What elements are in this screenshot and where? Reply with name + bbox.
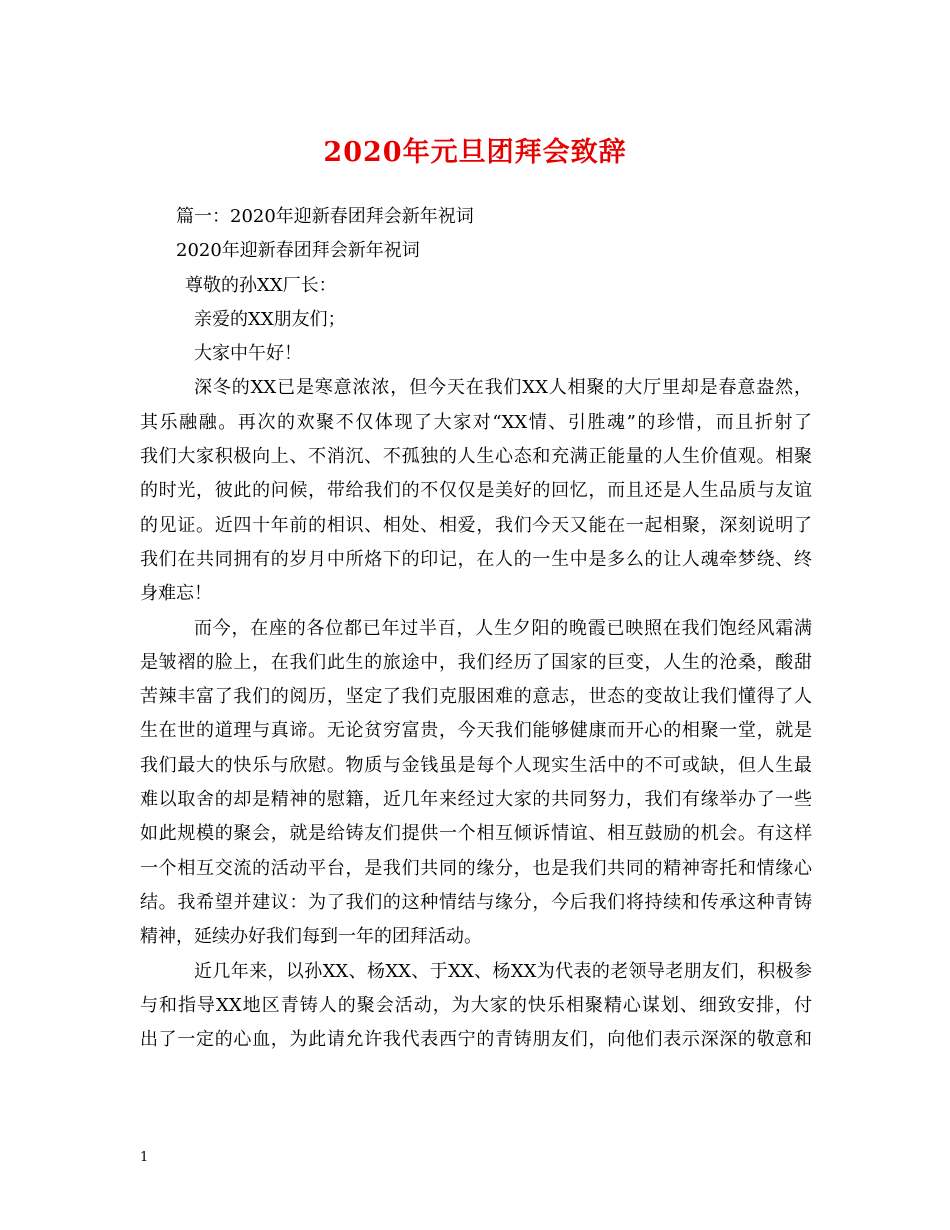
- paragraph-line: 深冬的XX已是寒意浓浓，但今天在我们XX人相聚的大厅里却是春意盎然，: [194, 377, 812, 399]
- paragraph-line: 我们在共同拥有的岁月中所烙下的印记，在人的一生中是多么的让人魂牵梦绕、终: [140, 548, 812, 570]
- paragraph-line: 出了一定的心血，为此请允许我代表西宁的青铸朋友们，向他们表示深深的敬意和: [140, 1029, 812, 1051]
- paragraph-1: [140, 371, 812, 611]
- paragraph-line: 的时光，彼此的问候，带给我们的不仅仅是美好的回忆，而且还是人生品质与友谊: [140, 480, 812, 502]
- paragraph-line: 如此规模的聚会，就是给铸友们提供一个相互倾诉情谊、相互鼓励的机会。有这样: [140, 823, 812, 845]
- paragraph-line: 与和指导XX地区青铸人的聚会活动，为大家的快乐相聚精心谋划、细致安排，付: [140, 994, 812, 1016]
- heading-1: 篇一：2020年迎新春团拜会新年祝词: [176, 206, 474, 227]
- paragraph-line: 的见证。近四十年前的相识、相处、相爱，我们今天又能在一起相聚，深刻说明了: [140, 514, 812, 536]
- paragraph-line: 我们最大的快乐与欣慰。物质与金钱虽是每个人现实生活中的不可或缺，但人生最: [140, 754, 812, 776]
- paragraph-line: 难以取舍的却是精神的慰籍，近几年来经过大家的共同努力，我们有缘举办了一些: [140, 789, 812, 811]
- paragraph-line: 身难忘！: [140, 583, 212, 605]
- salutation-2: 亲爱的XX朋友们；: [194, 308, 346, 330]
- greeting: 大家中午好！: [194, 343, 302, 365]
- salutation-1: 尊敬的孙XX厂长：: [185, 274, 337, 296]
- document-body: [140, 200, 812, 1057]
- paragraph-line: 我们大家积极向上、不消沉、不孤独的人生心态和充满正能量的人生价值观。相聚: [140, 446, 812, 468]
- heading-2: 2020年迎新春团拜会新年祝词: [176, 240, 420, 262]
- paragraph-line: 近几年来，以孙XX、杨XX、于XX、杨XX为代表的老领导老朋友们，积极参: [194, 960, 812, 982]
- paragraph-line: 一个相互交流的活动平台，是我们共同的缘分，也是我们共同的精神寄托和情缘心: [140, 857, 812, 879]
- page-number: 1: [140, 1150, 149, 1165]
- paragraph-line: 而今，在座的各位都已年过半百，人生夕阳的晚霞已映照在我们饱经风霜满: [194, 617, 812, 639]
- paragraph-line: 精神，延续办好我们每到一年的团拜活动。: [140, 926, 482, 948]
- paragraph-3: [140, 955, 812, 1058]
- paragraph-line: 生在世的道理与真谛。无论贫穷富贵，今天我们能够健康而开心的相聚一堂，就是: [140, 720, 812, 742]
- paragraph-line: 苦辣丰富了我们的阅历，坚定了我们克服困难的意志，世态的变故让我们懂得了人: [140, 686, 812, 708]
- document-title: 2020年元旦团拜会致辞: [323, 137, 627, 168]
- paragraph-line: 其乐融融。再次的欢聚不仅体现了大家对“XX情、引胜魂”的珍惜，而且折射了: [140, 411, 812, 433]
- paragraph-line: 结。我希望并建议：为了我们的这种情结与缘分，今后我们将持续和传承这种青铸: [140, 891, 812, 913]
- paragraph-line: 是皱褶的脸上，在我们此生的旅途中，我们经历了国家的巨变，人生的沧桑，酸甜: [140, 651, 812, 673]
- paragraph-2: [140, 612, 812, 955]
